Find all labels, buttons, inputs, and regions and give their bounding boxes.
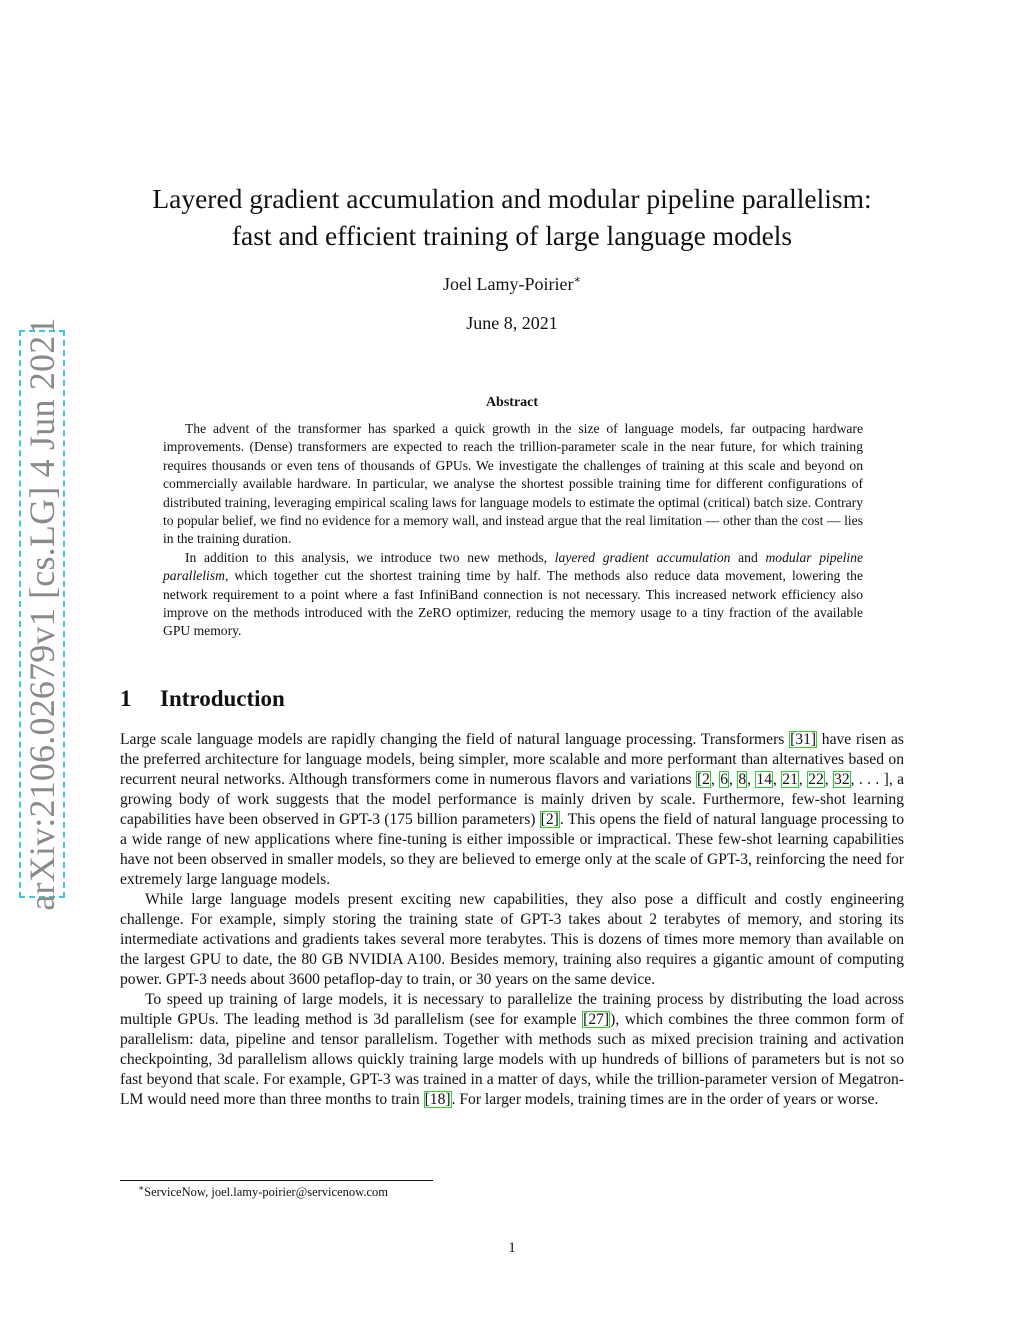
title-line-2: fast and efficient training of large language models <box>231 220 793 251</box>
author-footnote-mark[interactable]: ∗ <box>573 274 581 286</box>
body-text: Large scale language models are rapidly changing the field of natural language processing. Transformers <box>120 731 785 748</box>
paper-date: June 8, 2021 <box>466 313 558 333</box>
citation-link[interactable]: [2 <box>696 771 710 788</box>
method-name-layered: layered gradient accumulation <box>554 549 731 565</box>
introduction-body <box>120 730 904 1110</box>
section-title: Introduction <box>160 686 285 711</box>
arxiv-stamp-text: arXiv:2106.02679v1 [cs.LG] 4 Jun 2021 <box>22 317 62 911</box>
citation-link[interactable]: [2] <box>540 811 559 828</box>
body-text: ), which combines the three common form of parallelism: data, pipeline and tensor parallelism. Together with methods such as mixed precision training and activation checkpointing, 3d parallelism allows quickly training large models with up hundreds of billions of parameters but is not so fast beyond that scale. For example, GPT-3 was trained in a matter of days, while the trillion-parameter version of Megatron-LM would need more than three months to train <box>120 1011 904 1108</box>
footnote-text: ServiceNow, joel.lamy-poirier@servicenow.com <box>144 1185 388 1199</box>
body-text: , . . . ], a growing body of work suggests that the model performance is mainly driven by scale. Furthermore, few-shot learning capabilities have been observed in GPT-3 (175 billion parameters) <box>120 771 905 828</box>
section-number: 1 <box>120 686 132 711</box>
intro-paragraph-2: While large language models present exciting new capabilities, they also pose a difficult and costly engineering challenge. For example, simply storing the training state of GPT-3 takes about 2 terabytes of memory, and storing its intermediate activations and gradients takes several more terabytes. This is dozens of times more memory than available on the largest GPU to date, the 80 GB NVIDIA A100. Besides memory, training also requires a gigantic amount of computing power. GPT-3 needs about 3600 petaflop-day to train, or 30 years on the same device. <box>120 891 904 988</box>
body-text: . This opens the field of natural language processing to a wide range of new applications where fine-tuning is either impossible or impractical. These few-shot learning capabilities have not been observed in smaller models, so they are believed to emerge only at the scale of GPT-3, reinforcing the need for extremely large language models. <box>120 811 905 888</box>
abstract <box>163 420 863 641</box>
intro-paragraph-1: Large scale language models are rapidly changing the field of natural language processing. Transformers [31] have risen as the preferred architecture for language models, being simpler, more scalable and more performant than alternatives based on recurrent neural networks. Although transformers come in numerous flavors and variations [2, 6, 8, 14, 21, 22, 32, . . . ], a growing body of work suggests that the model performance is mainly driven by scale. Furthermore, few-shot learning capabilities have been observed in GPT-3 (175 billion parameters) [2]. This opens the field of natural language processing to a wide range of new applications where fine-tuning is either impossible or impractical. These few-shot learning capabilities have not been observed in smaller models, so they are believed to emerge only at the scale of GPT-3, reinforcing the need for extremely large language models. <box>120 731 905 888</box>
citation-link[interactable]: 8 <box>738 771 747 788</box>
citation-link[interactable]: 32 <box>834 771 850 788</box>
abstract-text: In addition to this analysis, we introduce two new methods, <box>185 549 548 565</box>
footnote-divider <box>120 1180 433 1181</box>
footnote-mark: ∗ <box>138 1182 145 1193</box>
footnote <box>138 1182 388 1200</box>
abstract-text: and <box>738 549 758 565</box>
author-name: Joel Lamy-Poirier <box>443 274 574 294</box>
body-text: To speed up training of large models, it is necessary to parallelize the training process by distributing the load across multiple GPUs. The leading method is 3d parallelism (see for example <box>120 991 904 1028</box>
body-text: have risen as the preferred architecture for language models, being simpler, more scalable and more performant than alternatives based on recurrent neural networks. Although transformers come in numerous flavors and variations <box>120 731 904 788</box>
method-name-modular: modular pipeline parallelism <box>163 549 864 584</box>
citation-link[interactable]: [27] <box>583 1011 610 1028</box>
author <box>120 274 904 295</box>
citation-link[interactable]: 6 <box>720 771 729 788</box>
citation-link[interactable]: 14 <box>756 771 772 788</box>
citation-link[interactable]: 21 <box>782 771 798 788</box>
arxiv-stamp[interactable] <box>19 317 65 911</box>
citation-link[interactable]: [18] <box>424 1091 451 1108</box>
page-number: 1 <box>508 1240 516 1256</box>
abstract-paragraph-2 <box>163 549 863 641</box>
citation-link[interactable]: 22 <box>808 771 824 788</box>
citation-link[interactable]: [31] <box>790 731 817 748</box>
body-text: . For larger models, training times are in the order of years or worse. <box>451 1091 879 1108</box>
abstract-heading: Abstract <box>485 395 539 410</box>
abstract-text: , which together cut the shortest training time by half. The methods also reduce data movement, lowering the network requirement to a point where a fast InfiniBand connection is not necessary. This increased network efficiency also improve on the methods introduced with the ZeRO optimizer, reducing the memory usage to a tiny fraction of the available GPU memory. <box>163 568 863 639</box>
abstract-paragraph-1: The advent of the transformer has sparked a quick growth in the size of language models, far outpacing hardware improvements. (Dense) transformers are expected to reach the trillion-parameter scale in the near future, for which training requires thousands or even tens of thousands of GPUs. We investigate the challenges of training at this scale and beyond on commercially available hardware. In particular, we analyse the shortest possible training time for different configurations of distributed training, leveraging empirical scaling laws for language models to estimate the optimal (critical) batch size. Contrary to popular belief, we find no evidence for a memory wall, and instead argue that the real limitation — other than the cost — lies in the training duration. <box>163 421 863 547</box>
title-line-1: Layered gradient accumulation and modular pipeline parallelism: <box>152 183 872 214</box>
intro-paragraph-3 <box>120 990 904 1110</box>
section-heading-introduction <box>120 686 285 712</box>
paper-title <box>120 180 904 254</box>
